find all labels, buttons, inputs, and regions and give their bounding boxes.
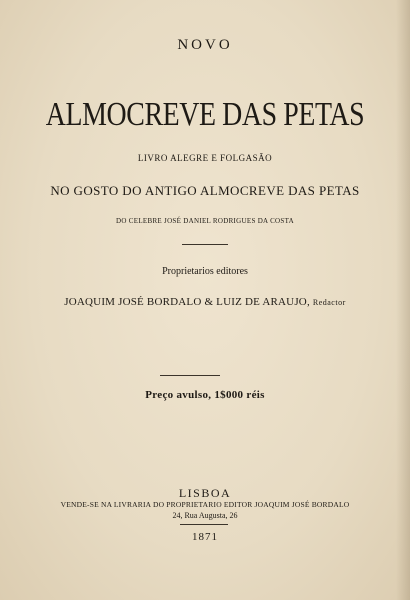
price-line: Preço avulso, 1$000 réis bbox=[145, 389, 265, 401]
imprint-city: LISBOA bbox=[178, 486, 232, 500]
imprint-year: 1871 bbox=[192, 531, 218, 543]
divider-rule bbox=[160, 375, 220, 376]
subtitle-1: LIVRO ALEGRE E FOLGASÃO bbox=[137, 153, 273, 163]
proprietors-label: Proprietarios editores bbox=[162, 266, 248, 277]
proprietors-names: JOAQUIM JOSÉ BORDALO & LUIZ DE ARAUJO, bbox=[64, 296, 310, 308]
heading-novo: NOVO bbox=[177, 37, 233, 53]
redactor-label: Redactor bbox=[312, 298, 346, 307]
imprint-address: 24, Rua Augusta, 26 bbox=[172, 511, 238, 520]
subtitle-3: DO CELEBRE JOSÉ DANIEL RODRIGUES DA COSTA bbox=[116, 217, 294, 225]
book-title: ALMOCREVE DAS PETAS bbox=[45, 96, 365, 133]
subtitle-2: NO GOSTO DO ANTIGO ALMOCREVE DAS PETAS bbox=[50, 183, 360, 198]
proprietors-line bbox=[0, 297, 410, 308]
divider-rule bbox=[180, 524, 228, 525]
imprint-seller: VENDE-SE NA LIVRARIA DO PROPRIETARIO EDITOR JOAQUIM JOSÉ BORDALO bbox=[60, 500, 350, 509]
divider-rule bbox=[182, 244, 228, 245]
